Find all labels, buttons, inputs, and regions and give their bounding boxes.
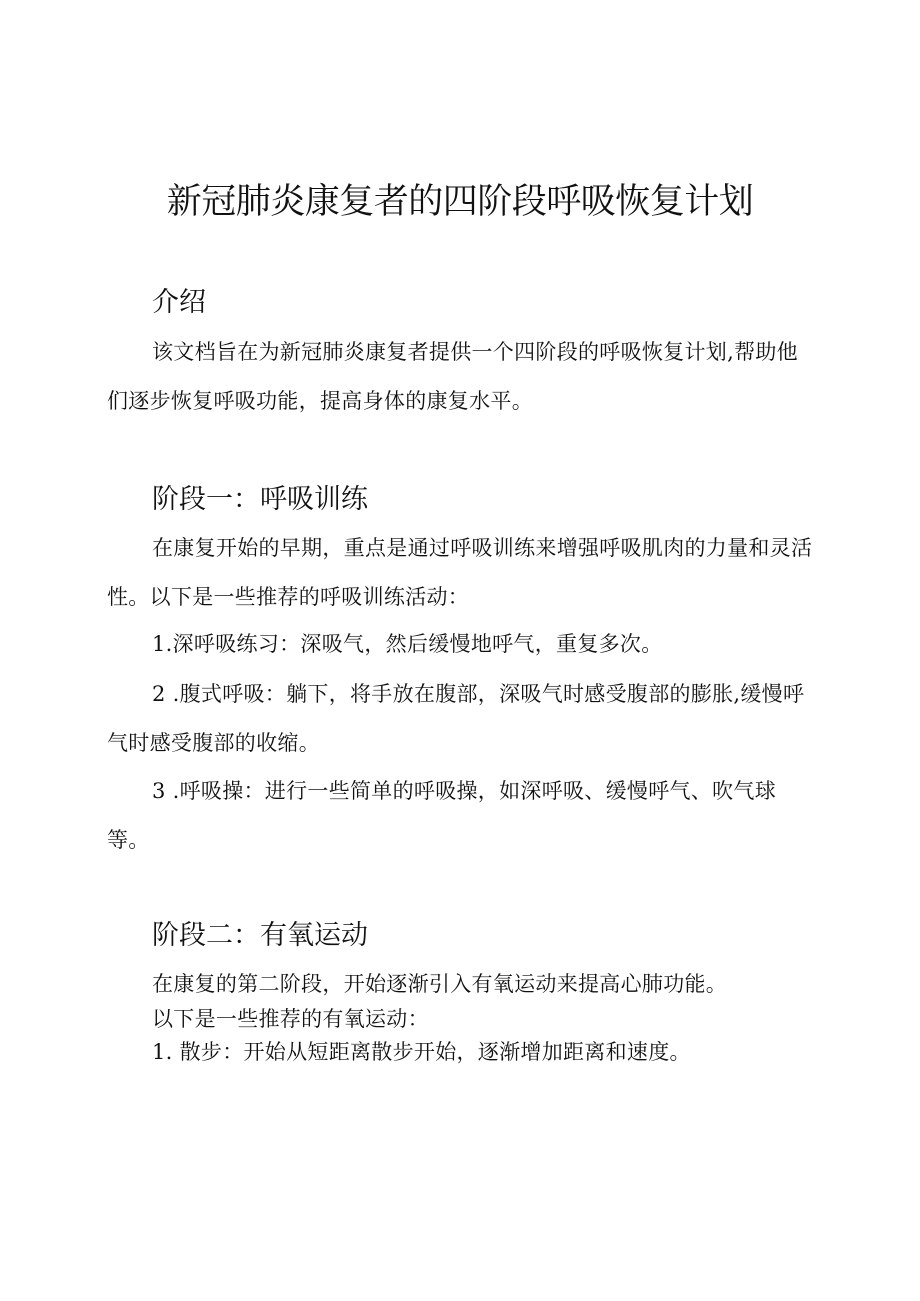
stage2-line-2: 以下是一些推荐的有氧运动： [152,1007,429,1031]
stage1-item-3: 3 .呼吸操：进行一些简单的呼吸操，如深呼吸、缓慢呼气、吹气球等。 [107,779,777,852]
section-heading-stage1: 阶段一：呼吸训练 [152,484,368,515]
document-title: 新冠肺炎康复者的四阶段呼吸恢复计划 [166,182,754,222]
section-heading-intro: 介绍 [152,287,206,318]
stage2-line-3: 1. 散步：开始从短距离散步开始，逐渐增加距离和速度。 [152,1040,691,1064]
stage1-item-2: 2 .腹式呼吸：躺下，将手放在腹部，深吸气时感受腹部的膨胀,缓慢呼气时感受腹部的收缩。 [107,682,805,755]
stage2-line-1: 在康复的第二阶段，开始逐渐引入有氧运动来提高心肺功能。 [152,972,728,996]
stage1-paragraph: 在康复开始的早期，重点是通过呼吸训练来增强呼吸肌肉的力量和灵活性。以下是一些推荐的呼吸训练活动： [107,536,813,609]
intro-paragraph: 该文档旨在为新冠肺炎康复者提供一个四阶段的呼吸恢复计划,帮助他们逐步恢复呼吸功能，提高身体的康复水平。 [107,340,798,413]
stage1-item-1: 1.深呼吸练习：深吸气，然后缓慢地呼气，重复多次。 [152,632,663,656]
section-heading-stage2: 阶段二：有氧运动 [152,920,368,951]
